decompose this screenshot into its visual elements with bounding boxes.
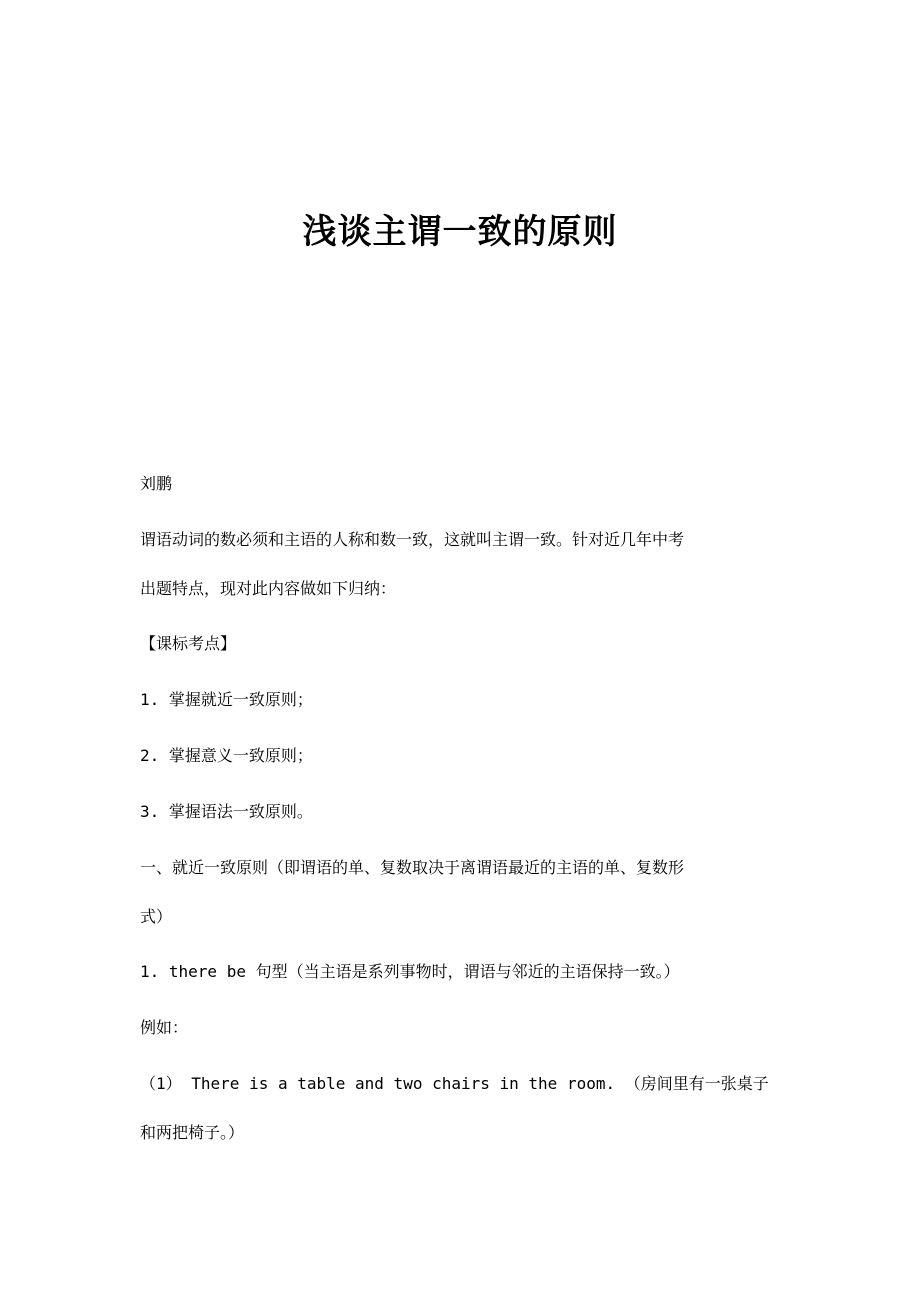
example-label: 例如：	[140, 1018, 189, 1037]
key-point-3: 3. 掌握语法一致原则。	[140, 802, 313, 821]
intro-paragraph-line-1: 谓语动词的数必须和主语的人称和数一致，这就叫主谓一致。针对近几年中考	[140, 530, 685, 549]
example-1-line-2: 和两把椅子。）	[140, 1123, 245, 1142]
section-heading: 【课标考点】	[140, 634, 237, 653]
sub-rule-1: 1. there be 句型（当主语是系列事物时，谓语与邻近的主语保持一致。）	[140, 962, 680, 981]
document-title: 浅谈主谓一致的原则	[302, 212, 618, 252]
key-point-2: 2. 掌握意义一致原则；	[140, 746, 313, 765]
key-point-1: 1. 掌握就近一致原则；	[140, 690, 313, 709]
rule-1-heading-line-2: 式）	[140, 907, 173, 926]
intro-paragraph-line-2: 出题特点，现对此内容做如下归纳：	[140, 579, 397, 598]
author-name: 刘鹏	[140, 474, 173, 493]
example-1-line-1: （1） There is a table and two chairs in the room. （房间里有一张桌子	[140, 1074, 769, 1093]
rule-1-heading-line-1: 一、就近一致原则（即谓语的单、复数取决于离谓语最近的主语的单、复数形	[140, 858, 685, 877]
